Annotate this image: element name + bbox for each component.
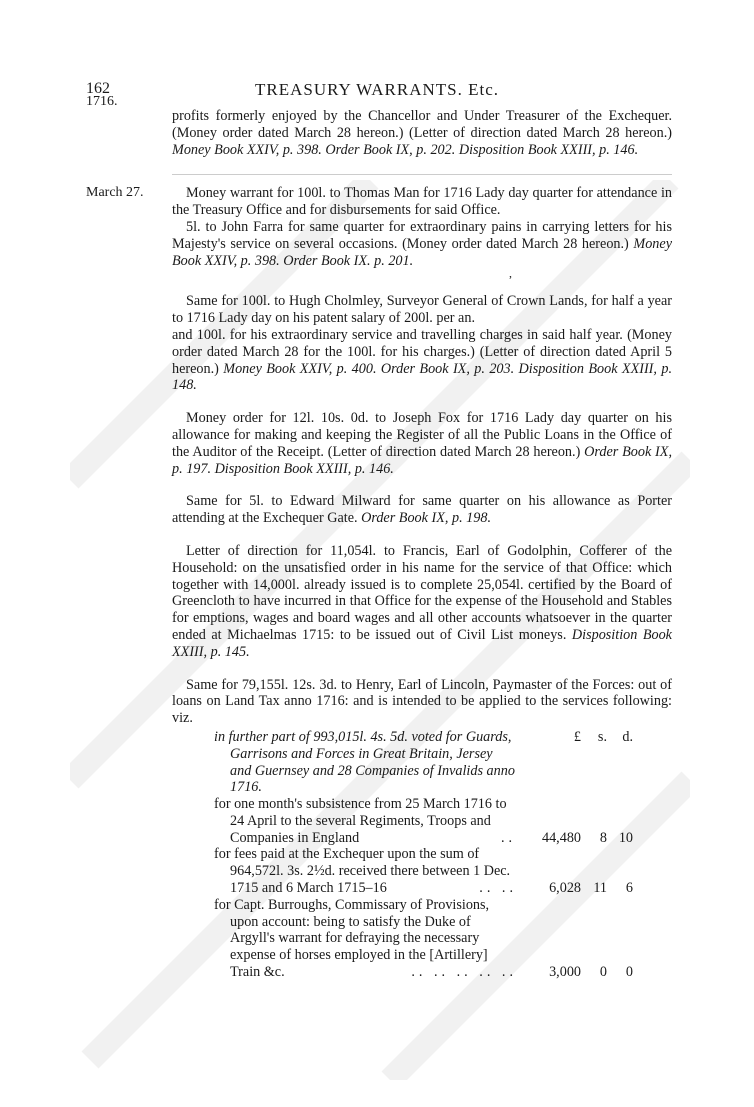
ledger-pence: 0 — [625, 964, 633, 981]
ledger-row — [172, 897, 672, 981]
ledger-header-pounds: £ — [573, 728, 581, 745]
entry-text: profits formerly enjoyed by the Chancellor and Under Treasurer of the Exchequer. (Money order dated March 28 hereon.) (Letter of direction dated March 28 hereon.) — [172, 108, 672, 141]
section-divider — [172, 174, 672, 175]
entry-refs: Order Book IX, p. 198. — [361, 510, 491, 527]
ledger-description: for Capt. Burroughs, Commissary of Provisions, upon account: being to satisfy the Duke of Argyll's warrant for defraying the necessary expense of horses employed in the [Artillery] Train &c. .. .. .. .. .. — [214, 896, 517, 981]
ledger-row — [172, 729, 672, 796]
ledger-pounds: 3,000 — [549, 964, 581, 981]
entry-refs: Money Book XXIV, p. 398. Order Book IX. p. 201. — [172, 235, 672, 269]
entry-thomas-man — [86, 185, 672, 281]
ledger-shillings: 11 — [593, 880, 607, 897]
entry-text: Same for 79,155l. 12s. 3d. to Henry, Earl of Lincoln, Paymaster of the Forces: out of loans on Land Tax anno 1716: and is intended to be applied to the services following: viz. — [172, 676, 672, 727]
entry-lincoln — [172, 677, 672, 727]
entry-text: Same for 100l. to Hugh Cholmley, Surveyor General of Crown Lands, for half a year to 1716 Lady day on his patent salary of 200l. per an. — [172, 293, 672, 327]
entry-text: Money order for 12l. 10s. 0d. to Joseph Fox for 1716 Lady day quarter on his allowance for making and keeping the Register of all the Public Loans in the Office of the Auditor of the Receipt. (Letter of direction dated March 28 hereon.) — [172, 410, 672, 460]
ledger-row — [172, 846, 672, 896]
dot-leader: .. .. — [479, 880, 517, 897]
year-label: 1716. — [86, 94, 118, 109]
entry-joseph-fox — [172, 410, 672, 477]
entry-profits — [172, 108, 672, 158]
page-number: 162 — [86, 80, 110, 97]
entry-edward-milward — [172, 493, 672, 527]
entry-text-continued: 5l. to John Farra for same quarter for extraordinary pains in carrying letters for his Majesty's service on several occasions. (Money order dated March 28 hereon.) — [172, 218, 672, 252]
ledger-table — [172, 729, 672, 981]
running-title: TREASURY WARRANTS. Etc. — [254, 80, 500, 99]
ledger-header-shillings: s. — [597, 728, 607, 745]
ledger-pounds: 6,028 — [549, 880, 581, 897]
ledger-description: for fees paid at the Exchequer upon the sum of 964,572l. 3s. 2½d. received there between 1 Dec. 1715 and 6 March 1715–16 .. .. — [214, 846, 517, 897]
entry-refs: Order Book IX, p. 197. Disposition Book XXIII, p. 146. — [172, 443, 672, 477]
ledger-pence: 6 — [625, 880, 633, 897]
dot-leader: .. .. .. .. .. — [411, 964, 517, 981]
ledger-description: in further part of 993,015l. 4s. 5d. voted for Guards, Garrisons and Forces in Great Britain, Jersey and Guernsey and 28 Companies of Invalids anno 1716. — [214, 728, 515, 796]
main-content — [86, 108, 672, 981]
entry-refs: Disposition Book XXIII, p. 145. — [172, 626, 672, 660]
ledger-shillings: 0 — [599, 964, 607, 981]
entry-text: Same for 5l. to Edward Milward for same quarter on his allowance as Porter attending at the Exchequer Gate. — [172, 493, 672, 527]
entry-text: Money warrant for 100l. to Thomas Man for 1716 Lady day quarter for attendance in the Treasury Office and for disbursements for said Office. — [172, 185, 672, 219]
entry-refs: Money Book XXIV, p. 398. Order Book IX, p. 202. Disposition Book XXIII, p. 146. — [172, 141, 639, 158]
margin-date: March 27. — [86, 185, 144, 201]
entry-godolphin — [172, 543, 672, 661]
ledger-shillings: 8 — [599, 829, 607, 846]
entry-text: Letter of direction for 11,054l. to Francis, Earl of Godolphin, Cofferer of the Household: on the unsatisfied order in his name for the service of that Office: which together with 14,000l. already issued is to complete 25,054l. certified by the Board of Greencloth to have incurred in that Office for the expense of the Household and Stables for emptions, wages and board wages and all other accounts whatsoever in the quarter ended at Michaelmas 1715: to be issued out of Civil List moneys. — [172, 542, 672, 643]
ledger-pence: 10 — [618, 829, 633, 846]
margin-mark: , — [509, 266, 512, 281]
entry-text-continued: and 100l. for his extraordinary service and travelling charges in said half year. (Money order dated March 28 for the 100l. for his charges.) (Letter of direction dated April 5 hereon.) — [172, 326, 672, 377]
ledger-row — [172, 796, 672, 846]
entry-refs: Money Book XXIV, p. 400. Order Book IX, p. 203. Disposition Book XXIII, p. 148. — [172, 360, 672, 394]
ledger-header-pence: d. — [622, 728, 633, 745]
ledger-pounds: 44,480 — [541, 829, 581, 846]
ledger-description: for one month's subsistence from 25 March 1716 to 24 April to the several Regiments, Troops and Companies in England .. — [214, 796, 517, 846]
entry-hugh-cholmley — [172, 293, 672, 394]
